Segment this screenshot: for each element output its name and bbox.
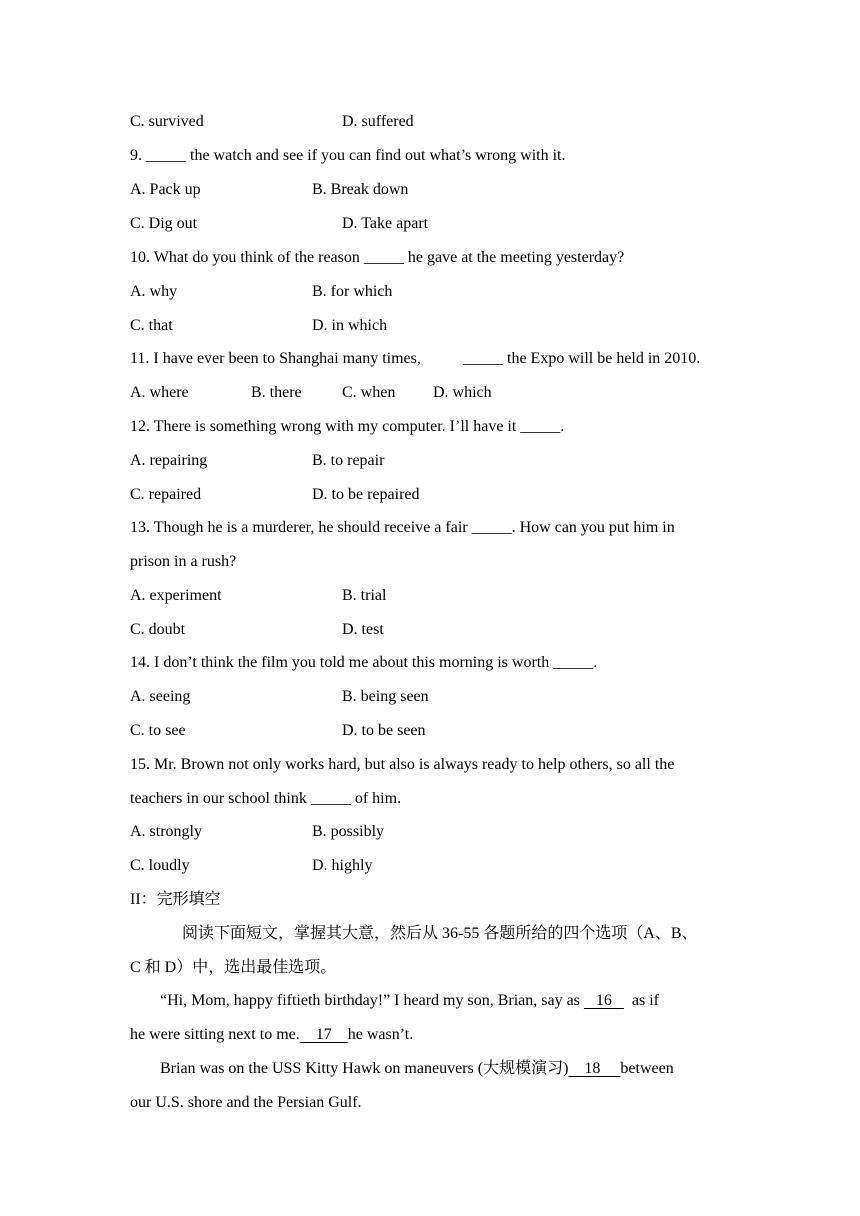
passage-line: our U.S. shore and the Persian Gulf. <box>130 1094 362 1111</box>
blank-17: 17 <box>299 1026 348 1043</box>
q13-option-a: A. experiment <box>130 587 222 604</box>
q10-option-a: A. why <box>130 283 178 300</box>
q11-option-c: C. when <box>342 384 396 401</box>
q10-stem: 10. What do you think of the reason _____ he gave at the meeting yesterday? <box>130 249 625 266</box>
q11-stem: 11. I have ever been to Shanghai many times, <box>130 350 421 367</box>
q15-option-c: C. loudly <box>130 857 190 874</box>
passage-text: Brian was on the USS Kitty Hawk on maneuvers (大规模演习) <box>160 1060 569 1077</box>
passage-line <box>160 991 659 1011</box>
passage-text: he wasn’t. <box>347 1026 414 1043</box>
q12-option-d: D. to be repaired <box>312 486 420 503</box>
q9-option-c: C. Dig out <box>130 215 198 232</box>
q12-option-a: A. repairing <box>130 452 208 469</box>
q13-stem-continued: prison in a rush? <box>130 553 237 570</box>
q11-option-a: A. where <box>130 384 189 401</box>
q12-option-c: C. repaired <box>130 486 202 503</box>
q11-option-b: B. there <box>251 384 302 401</box>
q15-stem-continued: teachers in our school think _____ of him. <box>130 790 402 807</box>
q12-stem: 12. There is something wrong with my computer. I’ll have it _____. <box>130 418 565 435</box>
q11-option-d: D. which <box>433 384 492 401</box>
q10-option-c: C. that <box>130 317 173 334</box>
q13-stem: 13. Though he is a murderer, he should receive a fair _____. How can you put him in <box>130 519 675 536</box>
q8-option-d: D. suffered <box>342 113 414 130</box>
q8-option-c: C. survived <box>130 113 204 130</box>
passage-text: “Hi, Mom, happy fiftieth birthday!” I heard my son, Brian, say as <box>160 992 584 1009</box>
q15-option-b: B. possibly <box>312 823 385 840</box>
section-heading: II：完形填空 <box>130 891 221 908</box>
q10-option-b: B. for which <box>312 283 393 300</box>
q14-option-b: B. being seen <box>342 688 429 705</box>
q12-option-b: B. to repair <box>312 452 385 469</box>
q15-stem: 15. Mr. Brown not only works hard, but also is always ready to help others, so all the <box>130 756 675 773</box>
passage-line <box>160 1059 674 1079</box>
q13-option-d: D. test <box>342 621 384 638</box>
blank-16: 16 <box>583 992 624 1009</box>
q14-option-c: C. to see <box>130 722 186 739</box>
q14-option-d: D. to be seen <box>342 722 426 739</box>
q15-option-a: A. strongly <box>130 823 202 840</box>
q15-option-d: D. highly <box>312 857 373 874</box>
q13-option-b: B. trial <box>342 587 387 604</box>
blank-18: 18 <box>568 1060 621 1077</box>
q14-option-a: A. seeing <box>130 688 191 705</box>
q9-option-d: D. Take apart <box>342 215 429 232</box>
passage-text: he were sitting next to me. <box>130 1026 300 1043</box>
passage-text: as if <box>623 992 660 1009</box>
q11-stem-continued: _____ the Expo will be held in 2010. <box>463 350 701 367</box>
section-instructions: 阅读下面短文，掌握其大意，然后从 36-55 各题所给的四个选项（A、B、 <box>182 925 698 942</box>
q13-option-c: C. doubt <box>130 621 186 638</box>
q9-stem: 9. _____ the watch and see if you can find out what’s wrong with it. <box>130 147 566 164</box>
q9-option-a: A. Pack up <box>130 181 201 198</box>
q14-stem: 14. I don’t think the film you told me about this morning is worth _____. <box>130 654 598 671</box>
q10-option-d: D. in which <box>312 317 388 334</box>
passage-text: between <box>620 1060 674 1077</box>
passage-line <box>130 1025 413 1045</box>
section-instructions-continued: C 和 D）中，选出最佳选项。 <box>130 959 337 976</box>
q9-option-b: B. Break down <box>312 181 409 198</box>
